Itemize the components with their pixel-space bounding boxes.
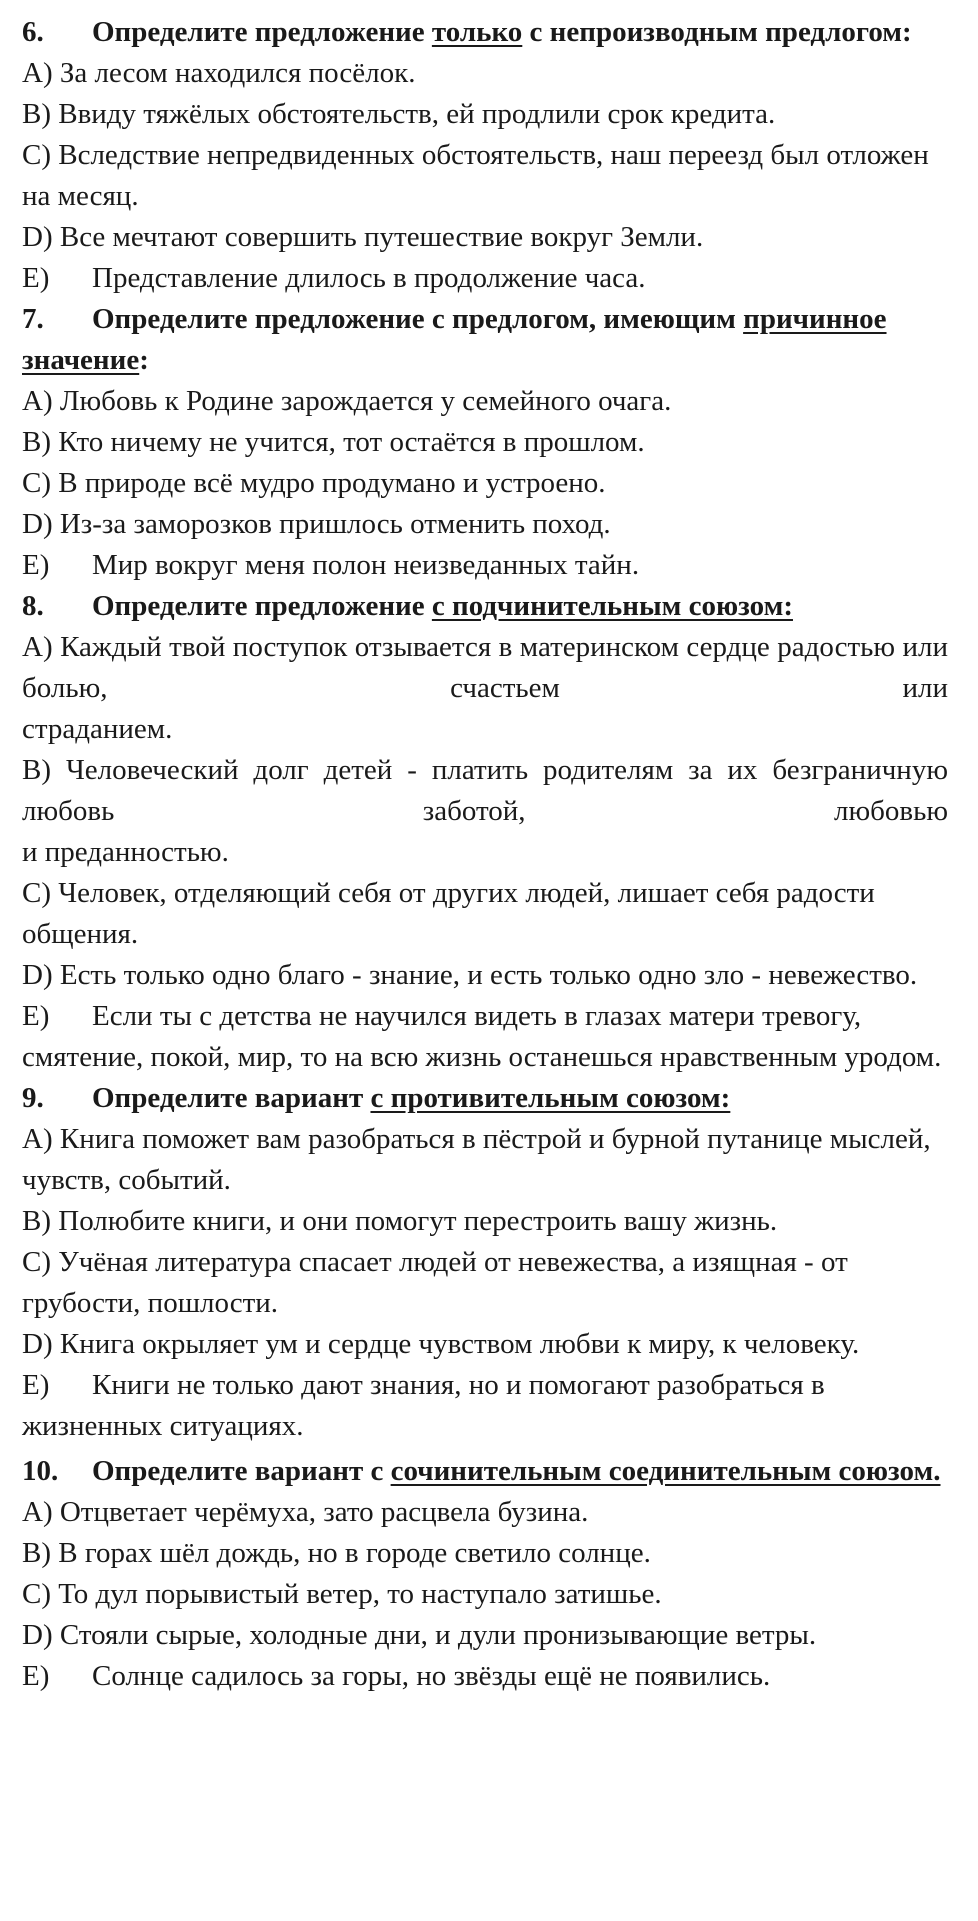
option-b: B) Ввиду тяжёлых обстоятельств, ей продлили срок кредита. <box>22 98 776 130</box>
option-e-mark: E) <box>22 262 50 294</box>
option-b: B) Полюбите книги, и они помогут перестроить вашу жизнь. <box>22 1205 778 1237</box>
question-title <box>22 12 948 53</box>
option-c: C) В природе всё мудро продумано и устроено. <box>22 467 606 499</box>
question-title-text: Определите предложение <box>92 590 432 622</box>
option-a: A) Отцветает черёмуха, зато расцвела бузина. <box>22 1496 589 1528</box>
option-a: A) Любовь к Родине зарождается у семейного очага. <box>22 385 672 417</box>
question-title-underlined: причинное значение <box>22 303 887 376</box>
question-6 <box>22 12 948 299</box>
question-9 <box>22 1078 948 1447</box>
question-title <box>22 299 948 381</box>
option-e-text: Солнце садилось за горы, но звёзды ещё не появились. <box>92 1660 771 1692</box>
option-a: A) За лесом находился посёлок. <box>22 57 416 89</box>
question-title-underlined: сочинительным соединительным союзом. <box>390 1455 941 1487</box>
question-number: 10. <box>22 1455 59 1487</box>
question-title <box>22 1451 948 1492</box>
option-b: B) Кто ничему не учится, тот остаётся в прошлом. <box>22 426 645 458</box>
question-number: 6. <box>22 16 44 48</box>
question-title-underlined: с противительным союзом: <box>370 1082 731 1114</box>
question-title <box>22 586 948 627</box>
option-e <box>22 996 948 1078</box>
question-8 <box>22 586 948 1078</box>
option-d: D) Из-за заморозков пришлось отменить поход. <box>22 508 611 540</box>
question-title-underlined: с подчинительным союзом: <box>431 590 793 622</box>
option-c: C) Человек, отделяющий себя от других людей, лишает себя радости общения. <box>22 877 875 950</box>
question-title-text: Определите вариант <box>92 1082 371 1114</box>
option-d: D) Есть только одно благо - знание, и есть только одно зло - невежество. <box>22 959 918 991</box>
question-title-text: Определите вариант с <box>92 1455 391 1487</box>
option-a-continued: страданием. <box>22 713 173 745</box>
option-e <box>22 545 948 586</box>
option-b: B) В горах шёл дождь, но в городе светило солнце. <box>22 1537 651 1569</box>
option-e <box>22 258 948 299</box>
option-d: D) Все мечтают совершить путешествие вокруг Земли. <box>22 221 704 253</box>
question-number: 9. <box>22 1082 44 1114</box>
option-e-text: Мир вокруг меня полон неизведанных тайн. <box>92 549 640 581</box>
option-d: D) Книга окрыляет ум и сердце чувством любви к миру, к человеку. <box>22 1328 860 1360</box>
option-b-continued: и преданностью. <box>22 836 229 868</box>
question-title-underlined: только <box>431 16 523 48</box>
option-e <box>22 1656 948 1697</box>
option-d: D) Стояли сырые, холодные дни, и дули пронизывающие ветры. <box>22 1619 817 1651</box>
option-b: B) Человеческий долг детей - платить родителям за их безграничную любовь заботой, любовью <box>22 754 948 827</box>
option-e-text: Если ты с детства не научился видеть в глазах матери тревогу, смятение, покой, мир, то на всю жизнь останешься нравственным уродом. <box>22 1000 942 1073</box>
question-title-text-end: : <box>139 344 149 376</box>
question-7 <box>22 299 948 586</box>
option-e-mark: E) <box>22 1660 50 1692</box>
option-c: C) То дул порывистый ветер, то наступало затишье. <box>22 1578 662 1610</box>
question-number: 7. <box>22 303 44 335</box>
question-title-text-end: с непроизводным предлогом: <box>522 16 912 48</box>
question-title-text: Определите предложение <box>92 16 432 48</box>
question-title-text: Определите предложение с предлогом, имеющим <box>92 303 744 335</box>
question-10 <box>22 1451 948 1697</box>
question-title <box>22 1078 948 1119</box>
option-e-mark: E) <box>22 1000 50 1032</box>
question-number: 8. <box>22 590 44 622</box>
option-e <box>22 1365 948 1447</box>
option-a: A) Каждый твой поступок отзывается в материнском сердце радостью или болью, счастьем или <box>22 631 948 704</box>
option-e-mark: E) <box>22 1369 50 1401</box>
option-e-text: Книги не только дают знания, но и помогают разобраться в жизненных ситуациях. <box>22 1369 825 1442</box>
option-c: C) Вследствие непредвиденных обстоятельств, наш переезд был отложен на месяц. <box>22 139 929 212</box>
option-c: C) Учёная литература спасает людей от невежества, а изящная - от грубости, пошлости. <box>22 1246 848 1319</box>
option-e-text: Представление длилось в продолжение часа. <box>92 262 646 294</box>
option-a: A) Книга поможет вам разобраться в пёстрой и бурной путанице мыслей, чувств, событий. <box>22 1123 931 1196</box>
option-e-mark: E) <box>22 549 50 581</box>
